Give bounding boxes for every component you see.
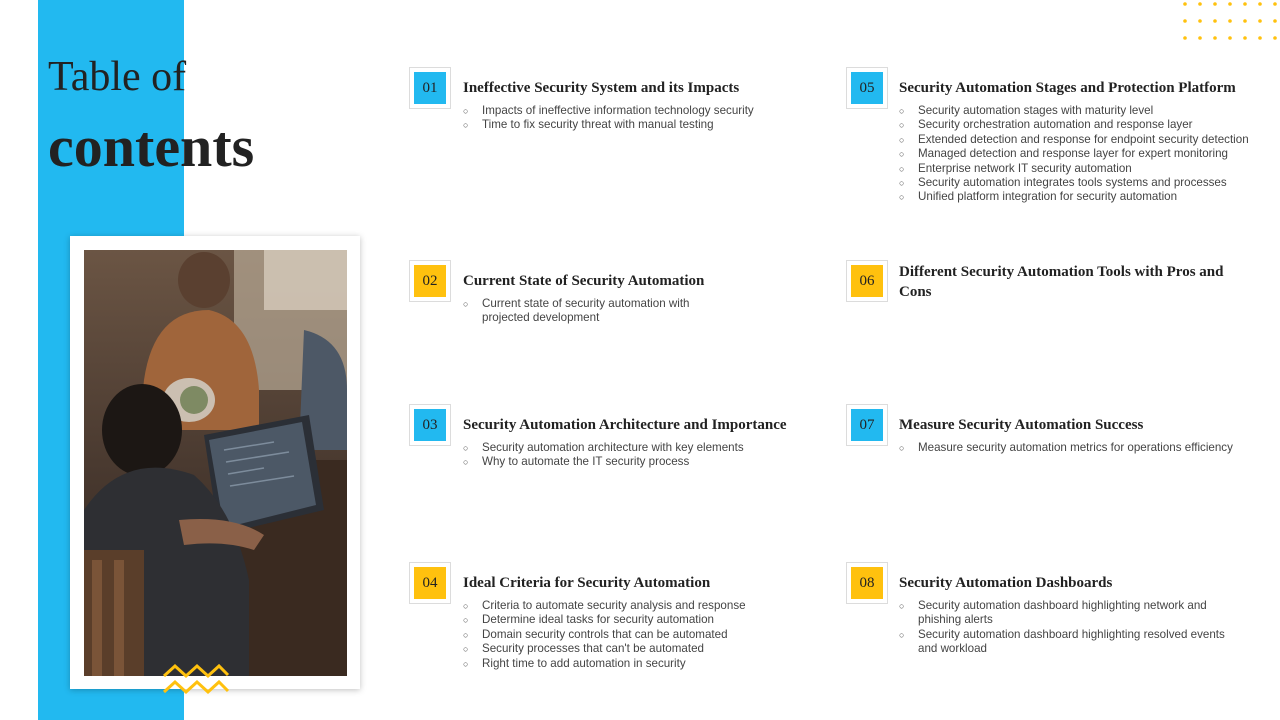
item-bullets <box>463 104 823 133</box>
bullet-item: ○ Impacts of ineffective information technology security <box>463 104 823 118</box>
item-bullets <box>899 599 1229 657</box>
decorative-dots-icon <box>1181 0 1280 44</box>
bullet-item: ○ Criteria to automate security analysis and response <box>463 599 823 613</box>
item-number: 03 <box>414 409 446 441</box>
bullet-item: ○ Why to automate the IT security process <box>463 455 823 469</box>
item-number: 02 <box>414 265 446 297</box>
item-heading: Ineffective Security System and its Impacts <box>463 80 740 96</box>
bullet-item: ○ Right time to add automation in security <box>463 657 823 671</box>
item-bullets <box>463 599 823 671</box>
photo-person-at-laptop <box>84 250 347 676</box>
bullet-item: ○ Extended detection and response for endpoint security detection <box>899 133 1279 147</box>
item-heading: Security Automation Dashboards <box>899 575 1113 591</box>
page-title-line1: Table of <box>48 54 187 100</box>
number-box <box>409 404 451 446</box>
bullet-item: ○ Security orchestration automation and response layer <box>899 118 1279 132</box>
item-heading: Ideal Criteria for Security Automation <box>463 575 711 591</box>
item-bullets <box>463 441 823 470</box>
bullet-item: ○ Enterprise network IT security automation <box>899 162 1279 176</box>
item-heading: Current State of Security Automation <box>463 273 705 289</box>
bullet-item: ○ Time to fix security threat with manual testing <box>463 118 823 132</box>
number-box <box>409 562 451 604</box>
item-number: 06 <box>851 265 883 297</box>
bullet-item: ○ Security automation stages with maturity level <box>899 104 1279 118</box>
bullet-item: ○ Security automation dashboard highlighting resolved events and workload <box>899 628 1229 657</box>
bullet-item: ○ Managed detection and response layer for expert monitoring <box>899 147 1279 161</box>
bullet-item: ○ Security automation architecture with key elements <box>463 441 823 455</box>
number-box <box>409 260 451 302</box>
page-title-line2: contents <box>48 114 255 179</box>
item-heading: Security Automation Architecture and Importance <box>463 417 787 433</box>
item-number: 05 <box>851 72 883 104</box>
item-number: 01 <box>414 72 446 104</box>
item-heading: Measure Security Automation Success <box>899 417 1144 433</box>
item-bullets <box>899 441 1279 455</box>
item-number: 04 <box>414 567 446 599</box>
number-box <box>409 67 451 109</box>
bullet-item: ○ Security automation integrates tools systems and processes <box>899 176 1279 190</box>
bullet-item: ○ Determine ideal tasks for security automation <box>463 613 823 627</box>
bullet-item: ○ Security automation dashboard highlighting network and phishing alerts <box>899 599 1229 628</box>
bullet-item: ○ Unified platform integration for security automation <box>899 190 1279 204</box>
bullet-item: ○ Current state of security automation with projected development <box>463 297 723 326</box>
number-box <box>846 562 888 604</box>
bullet-item: ○ Security processes that can't be automated <box>463 642 823 656</box>
item-number: 07 <box>851 409 883 441</box>
item-bullets <box>899 104 1279 205</box>
number-box <box>846 404 888 446</box>
item-heading: Security Automation Stages and Protection Platform <box>899 80 1236 96</box>
number-box <box>846 260 888 302</box>
bullet-item: ○ Domain security controls that can be automated <box>463 628 823 642</box>
decorative-zigzag-icon <box>162 662 230 696</box>
number-box <box>846 67 888 109</box>
item-heading: Different Security Automation Tools with Pros and Cons <box>899 264 1224 300</box>
item-number: 08 <box>851 567 883 599</box>
bullet-item: ○ Measure security automation metrics for operations efficiency <box>899 441 1279 455</box>
item-bullets <box>463 297 723 326</box>
